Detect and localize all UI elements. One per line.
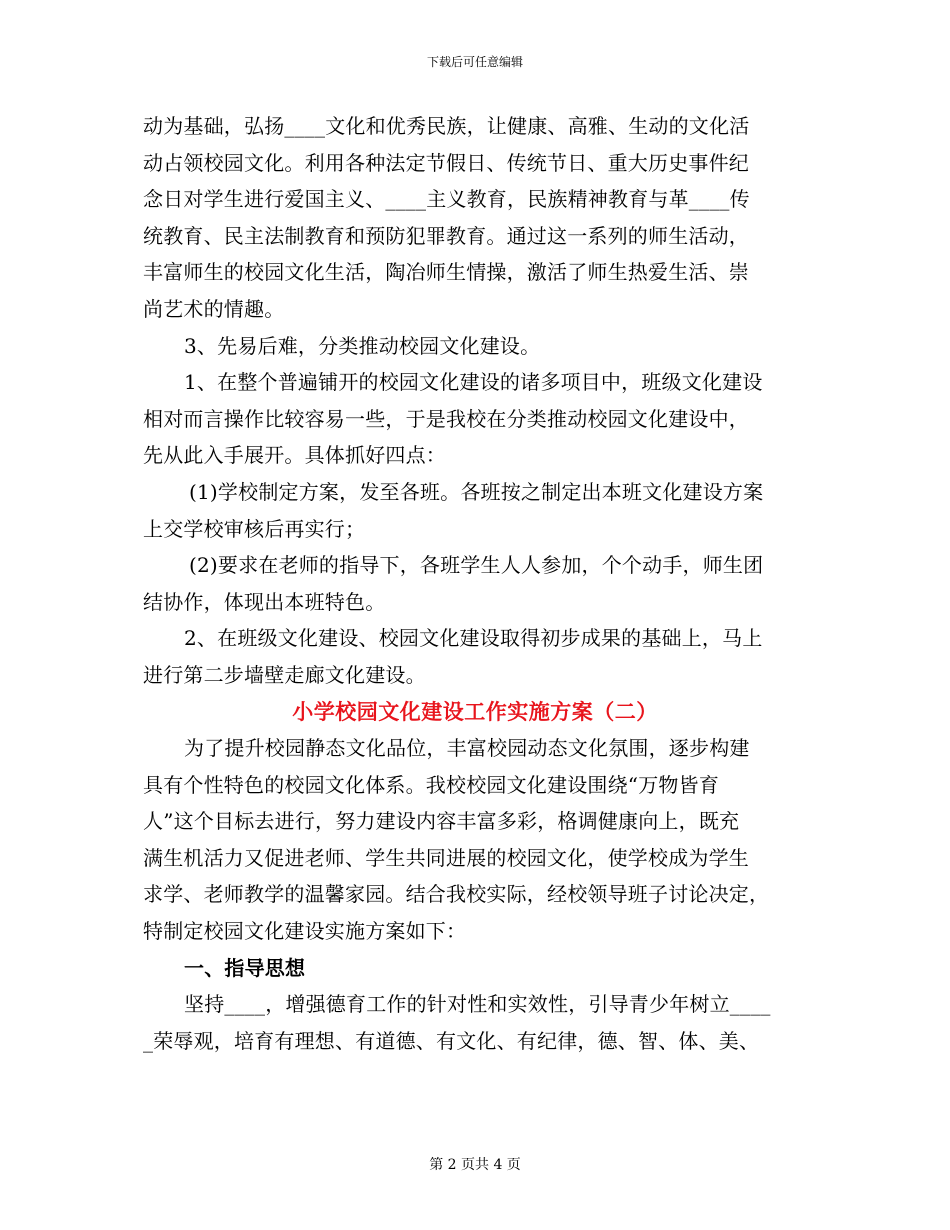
document-body xyxy=(143,108,807,1059)
paragraph-line: 念日对学生进行爱国主义、____主义教育，民族精神教育与革____传 xyxy=(143,187,750,212)
paragraph-line: 动占领校园文化。利用各种法定节假日、传统节日、重大历史事件纪 xyxy=(143,150,749,175)
paragraph-line: 先从此入手展开。具体抓好四点： xyxy=(143,443,446,468)
paragraph-line: 坚持____，增强德育工作的针对性和实效性，引导青少年树立____ xyxy=(184,992,771,1017)
paragraph-line: 尚艺术的情趣。 xyxy=(143,296,285,321)
paragraph-line: 1、在整个普遍铺开的校园文化建设的诸多项目中，班级文化建设 xyxy=(184,370,763,395)
paragraph-line: 满生机活力又促进老师、学生共同进展的校园文化，使学校成为学生 xyxy=(143,845,749,870)
paragraph-line: 结协作，体现出本班特色。 xyxy=(143,589,386,614)
paragraph-line: 特制定校园文化建设实施方案如下： xyxy=(143,919,467,944)
paragraph-line: 上交学校审核后再实行； xyxy=(143,516,366,541)
paragraph-line: 动为基础，弘扬____文化和优秀民族，让健康、高雅、生动的文化活 xyxy=(143,114,750,138)
page-header: 下载后可任意编辑 xyxy=(426,55,523,69)
paragraph-line: (2)要求在老师的指导下，各班学生人人参加，个个动手，师生团 xyxy=(189,553,764,578)
paragraph-line: 求学、老师教学的温馨家园。结合我校实际，经校领导班子讨论决定， xyxy=(143,882,770,907)
paragraph-line: 2、在班级文化建设、校园文化建设取得初步成果的基础上，马上 xyxy=(184,626,763,651)
paragraph-line: 人”这个目标去进行，努力建设内容丰富多彩，格调健康向上，既充 xyxy=(143,809,740,834)
paragraph-line: _荣辱观，培育有理想、有道德、有文化、有纪律，德、智、体、美、 xyxy=(143,1028,760,1053)
section-title: 小学校园文化建设工作实施方案（二） xyxy=(292,698,658,724)
paragraph-line: 具有个性特色的校园文化体系。我校校园文化建设围绕“万物皆育 xyxy=(143,772,720,797)
page-footer: 第 2 页共 4 页 xyxy=(429,1157,521,1173)
paragraph-line: 3、先易后难，分类推动校园文化建设。 xyxy=(184,333,541,358)
paragraph-line: 为了提升校园静态文化品位，丰富校园动态文化氛围，逐步构建 xyxy=(184,736,750,761)
paragraph-line: 统教育、民主法制教育和预防犯罪教育。通过这一系列的师生活动， xyxy=(143,223,749,248)
paragraph-line: (1)学校制定方案，发至各班。各班按之制定出本班文化建设方案 xyxy=(189,479,764,504)
paragraph-line: 进行第二步墙壁走廊文化建设。 xyxy=(143,662,426,687)
paragraph-line: 相对而言操作比较容易一些，于是我校在分类推动校园文化建设中， xyxy=(143,406,749,431)
subheading: 一、指导思想 xyxy=(184,955,306,980)
paragraph-line: 丰富师生的校园文化生活，陶冶师生情操，激活了师生热爱生活、崇 xyxy=(143,260,749,285)
